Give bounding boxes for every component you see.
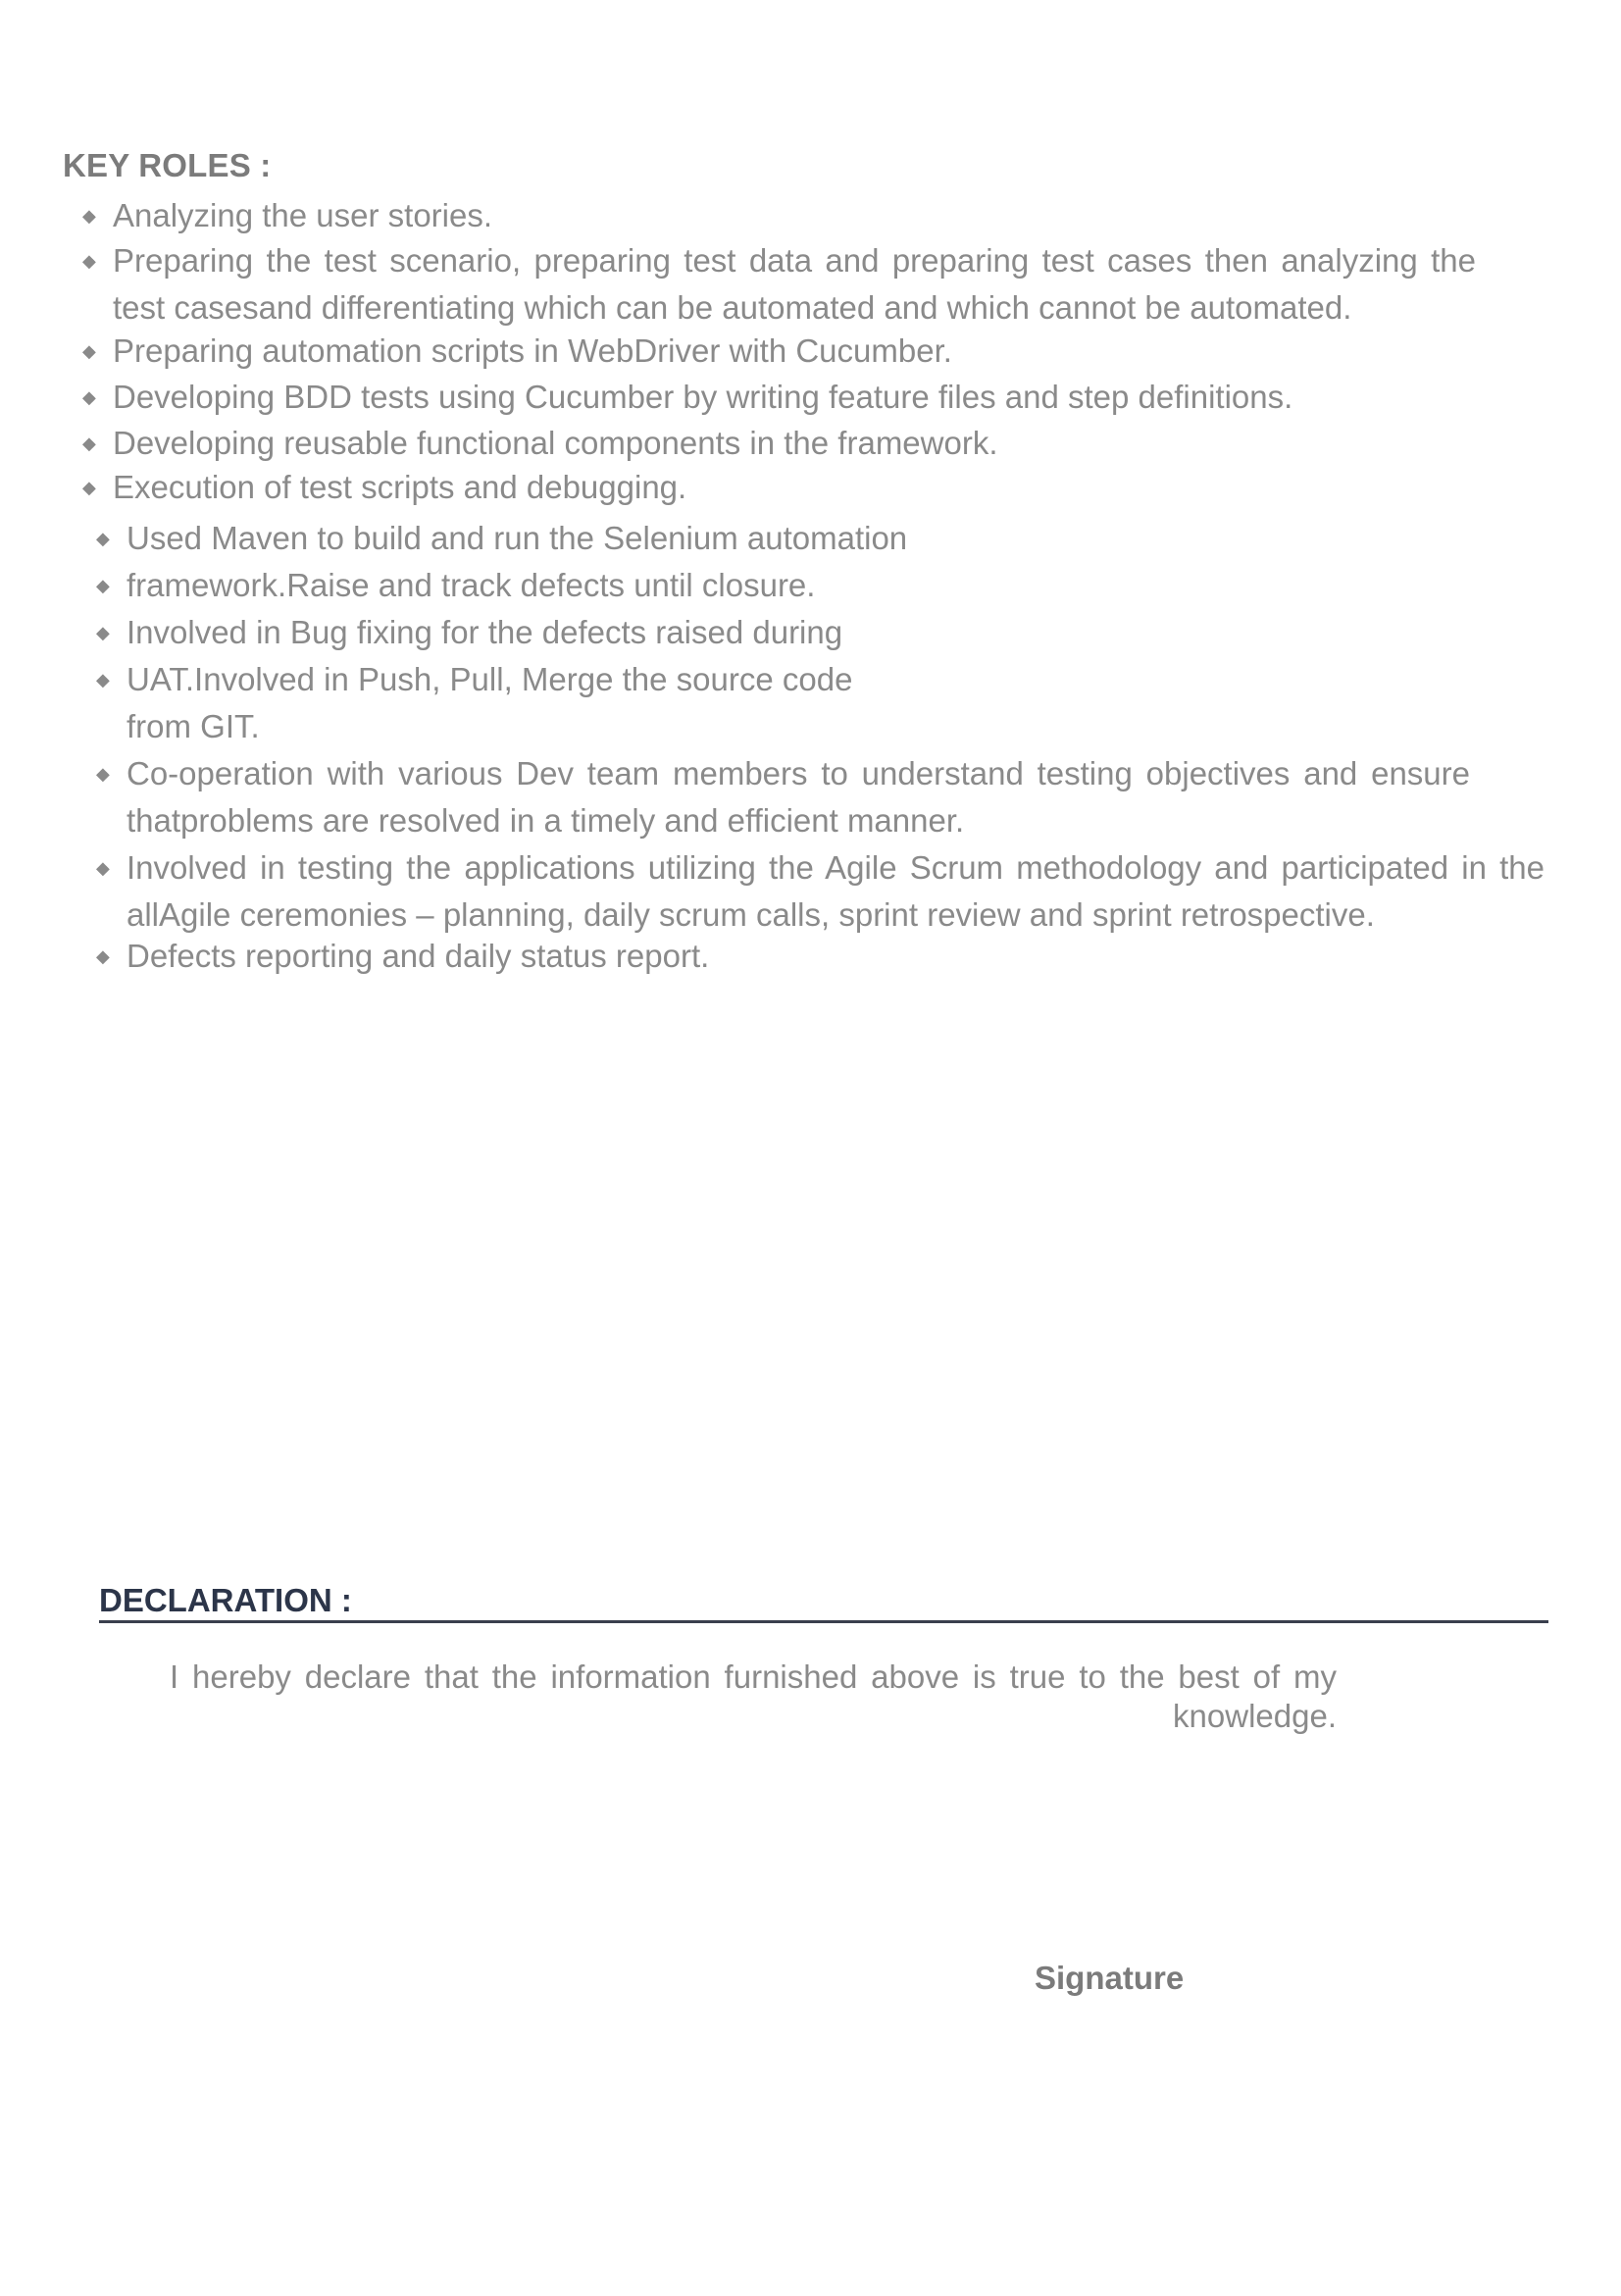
list-item-text: framework.Raise and track defects until closure. xyxy=(127,567,816,603)
list-item xyxy=(96,656,911,750)
list-item-text: Co-operation with various Dev team members to understand testing objectives and ensure thatproblems are resolved in a timely and efficient manner. xyxy=(127,755,1470,839)
diamond-bullet-icon: ◆ xyxy=(82,434,96,453)
diamond-bullet-icon: ◆ xyxy=(96,858,110,878)
diamond-bullet-icon: ◆ xyxy=(96,576,110,595)
list-item xyxy=(96,844,1545,939)
list-item-text: UAT.Involved in Push, Pull, Merge the source code from GIT. xyxy=(127,661,853,744)
list-item-text: Defects reporting and daily status report. xyxy=(127,938,710,974)
signature-label: Signature xyxy=(1035,1960,1185,1996)
list-item xyxy=(82,237,1476,332)
diamond-bullet-icon: ◆ xyxy=(82,206,96,226)
list-item xyxy=(96,609,1499,656)
list-item-text: Used Maven to build and run the Selenium automation xyxy=(127,520,908,556)
list-item xyxy=(96,515,1499,562)
diamond-bullet-icon: ◆ xyxy=(96,764,110,784)
list-item xyxy=(96,933,1499,980)
list-item xyxy=(82,374,1476,421)
diamond-bullet-icon: ◆ xyxy=(96,670,110,689)
list-item-text: Developing BDD tests using Cucumber by writing feature files and step definitions. xyxy=(113,379,1293,415)
diamond-bullet-icon: ◆ xyxy=(82,478,96,497)
list-item-text: Preparing automation scripts in WebDriver with Cucumber. xyxy=(113,332,952,369)
list-item-text: Preparing the test scenario, preparing test data and preparing test cases then analyzing the test casesand differentiating which can be automated and which cannot be automated. xyxy=(113,242,1476,326)
list-item xyxy=(82,464,1476,511)
list-item xyxy=(82,192,1476,239)
diamond-bullet-icon: ◆ xyxy=(96,946,110,966)
key-roles-heading: KEY ROLES : xyxy=(63,147,272,183)
diamond-bullet-icon: ◆ xyxy=(82,251,96,271)
diamond-bullet-icon: ◆ xyxy=(82,387,96,407)
list-item-text: Analyzing the user stories. xyxy=(113,197,493,233)
list-item xyxy=(82,420,1476,467)
list-item-text: Involved in Bug fixing for the defects raised during xyxy=(127,614,843,650)
declaration-text: I hereby declare that the information furnished above is true to the best of my knowledge. xyxy=(170,1658,1337,1734)
declaration-heading: DECLARATION : xyxy=(99,1581,1548,1623)
list-item-text: Developing reusable functional components in the framework. xyxy=(113,425,998,461)
list-item-text: Execution of test scripts and debugging. xyxy=(113,469,687,505)
diamond-bullet-icon: ◆ xyxy=(96,623,110,642)
diamond-bullet-icon: ◆ xyxy=(82,341,96,361)
diamond-bullet-icon: ◆ xyxy=(96,529,110,548)
list-item xyxy=(82,328,1476,375)
list-item-text: Involved in testing the applications utilizing the Agile Scrum methodology and participated in the allAgile ceremonies – planning, daily scrum calls, sprint review and sprint retrospective. xyxy=(127,849,1545,933)
list-item xyxy=(96,750,1470,844)
list-item xyxy=(96,562,1499,609)
